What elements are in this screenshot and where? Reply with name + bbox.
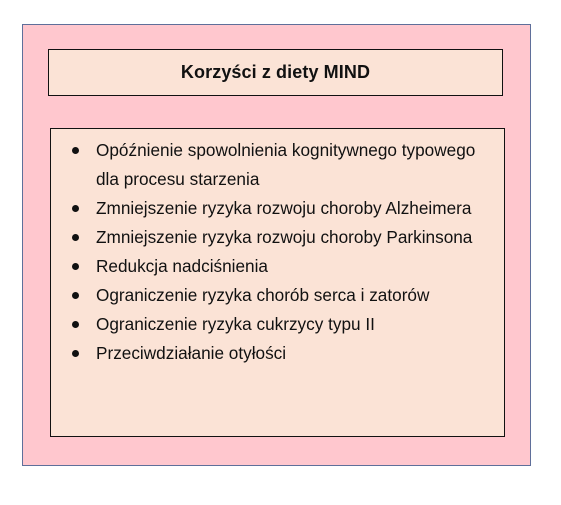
bullet-dot-icon [72, 234, 79, 241]
title-box [48, 49, 503, 96]
benefit-item-heart-disease [96, 281, 482, 310]
benefit-item-obesity [96, 339, 482, 368]
benefit-text: Ograniczenie ryzyka chorób serca i zatorów [96, 285, 430, 305]
benefit-text: Ograniczenie ryzyka cukrzycy typu II [96, 314, 375, 334]
benefit-text: Zmniejszenie ryzyka rozwoju choroby Parkinsona [96, 227, 473, 247]
benefits-list [51, 129, 504, 368]
bullet-dot-icon [72, 147, 79, 154]
benefit-item-cognitive-decline [96, 136, 482, 194]
benefit-text: Zmniejszenie ryzyka rozwoju choroby Alzheimera [96, 198, 472, 218]
benefit-item-alzheimer [96, 194, 482, 223]
benefit-text: Przeciwdziałanie otyłości [96, 343, 287, 363]
bullet-dot-icon [72, 350, 79, 357]
bullet-dot-icon [72, 321, 79, 328]
mind-diet-benefits-panel [22, 24, 531, 466]
benefit-item-diabetes [96, 310, 482, 339]
benefit-text: Opóźnienie spowolnienia kognitywnego typowego dla procesu starzenia [96, 140, 476, 189]
bullet-dot-icon [72, 263, 79, 270]
title-text: Korzyści z diety MIND [180, 62, 371, 82]
bullet-dot-icon [72, 292, 79, 299]
bullet-dot-icon [72, 205, 79, 212]
benefit-item-parkinson [96, 223, 482, 252]
benefits-list-box [50, 128, 505, 437]
benefit-text: Redukcja nadciśnienia [96, 256, 268, 276]
benefit-item-hypertension [96, 252, 482, 281]
